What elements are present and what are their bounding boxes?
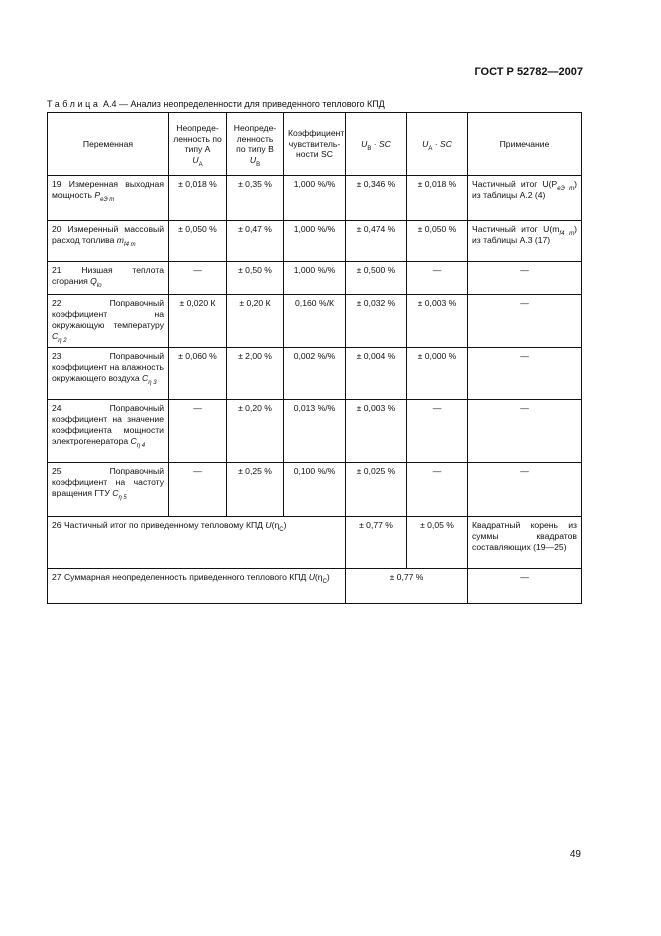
cell-ua-sc: ± 0,018 % [407,176,468,221]
ub-sub: B [367,145,372,152]
header-row [48,113,582,176]
cell-type-b: ± 0,35 % [227,176,284,221]
subtotal-arg: (η [271,520,280,530]
row-variable [48,176,169,221]
cell-ua-sc: — [407,463,468,517]
uncertainty-table [47,112,582,604]
cell-note: — [468,295,582,348]
cell-ua-sc: ± 0,000 % [407,348,468,400]
note-tail: ) из таблицы А.3 (17) [472,224,578,245]
subtotal-arg-tail: ) [283,520,287,530]
variable-symbol: Q [90,276,97,286]
row-variable [48,400,169,463]
row-variable [48,262,169,295]
subtotal-note: Квадратный корень из суммы квадратов составляющих (19—25) [468,517,582,569]
cell-type-a: ± 0,018 % [169,176,227,221]
variable-symbol: m [116,235,124,245]
subtotal-ua-sc: ± 0,05 % [407,517,468,569]
cell-type-b: ± 0,20 % [227,400,284,463]
row-variable [48,463,169,517]
cell-ub-sc: ± 0,025 % [346,463,407,517]
cell-type-a: — [169,400,227,463]
cell-sensitivity: 1,000 %/% [284,262,346,295]
cell-ub-sc: ± 0,032 % [346,295,407,348]
table-row [48,176,582,221]
type-a-text: Неопреде-ленность по типу А [173,123,222,154]
variable-symbol: C [142,373,149,383]
col-header-ua-sc [407,113,468,176]
cell-sensitivity: 0,013 %/% [284,400,346,463]
total-symbol: U [308,572,315,582]
variable-sub: еЭ m [100,197,115,203]
cell-note: — [468,262,582,295]
cell-sensitivity: 0,100 %/% [284,463,346,517]
cell-ua-sc: — [407,262,468,295]
subtotal-symbol: U [265,520,272,530]
variable-sub: η 5 [118,495,127,501]
type-b-sub: B [256,161,261,168]
cell-ub-sc: ± 0,003 % [346,400,407,463]
total-value: ± 0,77 % [346,569,468,604]
row-variable [48,295,169,348]
table-row [48,463,582,517]
variable-text: 21 Низшая теплота сгорания [52,265,164,286]
cell-type-b: ± 0,47 % [227,221,284,262]
cell-note [468,176,582,221]
variable-sub: f4 m [123,242,136,248]
variable-symbol: C [130,436,137,446]
total-text: 27 Суммарная неопределенность приведенного теплового КПД [52,572,309,582]
variable-text: 20 Измеренный массовый расход топлива [52,224,164,245]
col-header-type-b [227,113,284,176]
ua-tail: · SC [432,138,452,149]
subtotal-row [48,517,582,569]
cell-type-a: — [169,262,227,295]
caption-label: Таблица [47,99,101,109]
ua-sub: A [428,145,433,152]
variable-text: 25 Поправочный коэффициент на частоту вращения ГТУ [52,466,164,498]
subtotal-label [48,517,346,569]
table-row [48,262,582,295]
ub-tail: · SC [371,138,391,149]
type-a-sub: A [198,161,203,168]
cell-type-b: ± 0,50 % [227,262,284,295]
variable-symbol: C [112,488,119,498]
col-header-type-a [169,113,227,176]
total-row [48,569,582,604]
note-tail: ) из таблицы А.2 (4) [472,179,577,200]
note-text: Частичный итог U(m [472,224,560,234]
cell-type-a: ± 0,060 % [169,348,227,400]
variable-sub: lo [96,283,102,289]
cell-note: — [468,463,582,517]
cell-ub-sc: ± 0,500 % [346,262,407,295]
total-note: — [468,569,582,604]
type-b-symbol: U [249,154,257,165]
cell-ua-sc: ± 0,003 % [407,295,468,348]
type-a-symbol: U [192,154,199,165]
variable-sub: η 4 [136,443,146,449]
subtotal-text: 26 Частичный итог по приведенному тепловому КПД [52,520,266,530]
cell-sensitivity: 1,000 %/% [284,176,346,221]
cell-type-a: ± 0,050 % [169,221,227,262]
cell-note [468,221,582,262]
cell-type-b: ± 2,00 % [227,348,284,400]
cell-sensitivity: 0,002 %/% [284,348,346,400]
cell-type-a: — [169,463,227,517]
note-sub: еЭ m [557,186,575,192]
cell-ua-sc: — [407,400,468,463]
variable-text: 23 Поправочный коэффициент на влажность окружающего воздуха [52,351,164,383]
total-arg: (η [314,572,323,582]
cell-note: — [468,348,582,400]
row-variable [48,348,169,400]
cell-note: — [468,400,582,463]
table-row [48,295,582,348]
table-row [48,400,582,463]
total-arg-sub: С [322,579,327,585]
table-row [48,221,582,262]
variable-sub: η 2 [58,338,67,344]
cell-type-b: ± 0,25 % [227,463,284,517]
col-header-ub-sc [346,113,407,176]
cell-ua-sc: ± 0,050 % [407,221,468,262]
cell-ub-sc: ± 0,474 % [346,221,407,262]
total-label [48,569,346,604]
variable-sub: η 3 [148,380,157,386]
subtotal-ub-sc: ± 0,77 % [346,517,407,569]
ua-symbol: U [422,138,429,149]
variable-symbol: P [94,190,101,200]
cell-type-a: ± 0,020 К [169,295,227,348]
cell-sensitivity: 0,160 %/К [284,295,346,348]
total-arg-tail: ) [326,572,330,582]
variable-text: 24 Поправочный коэффициент на значение коэффициента мощности электрогенератора [52,403,164,446]
page-number: 49 [569,849,581,860]
caption-text: А.4 — Анализ неопределенности для приведенного теплового КПД [100,99,385,109]
variable-text: 22 Поправочный коэффициент на окружающую температуру [52,298,164,330]
cell-type-b: ± 0,20 К [227,295,284,348]
note-sub: f4 m [559,231,575,237]
ub-symbol: U [361,138,368,149]
col-header-sensitivity: Коэффициент чувствитель-ности SC [284,113,346,176]
variable-symbol: C [52,331,59,341]
col-header-note: Примечание [468,113,582,176]
row-variable [48,221,169,262]
document-id: ГОСТ Р 52782—2007 [474,66,583,78]
cell-ub-sc: ± 0,004 % [346,348,407,400]
type-b-text: Неопреде-ленность по типу В [233,123,277,154]
table-row [48,348,582,400]
cell-ub-sc: ± 0,346 % [346,176,407,221]
subtotal-arg-sub: С [279,527,284,533]
note-text: Частичный итог U(P [472,179,558,189]
cell-sensitivity: 1,000 %/% [284,221,346,262]
variable-text: 19 Измеренная выходная мощность [52,179,164,200]
col-header-variable: Переменная [48,113,169,176]
table-caption [47,99,385,109]
